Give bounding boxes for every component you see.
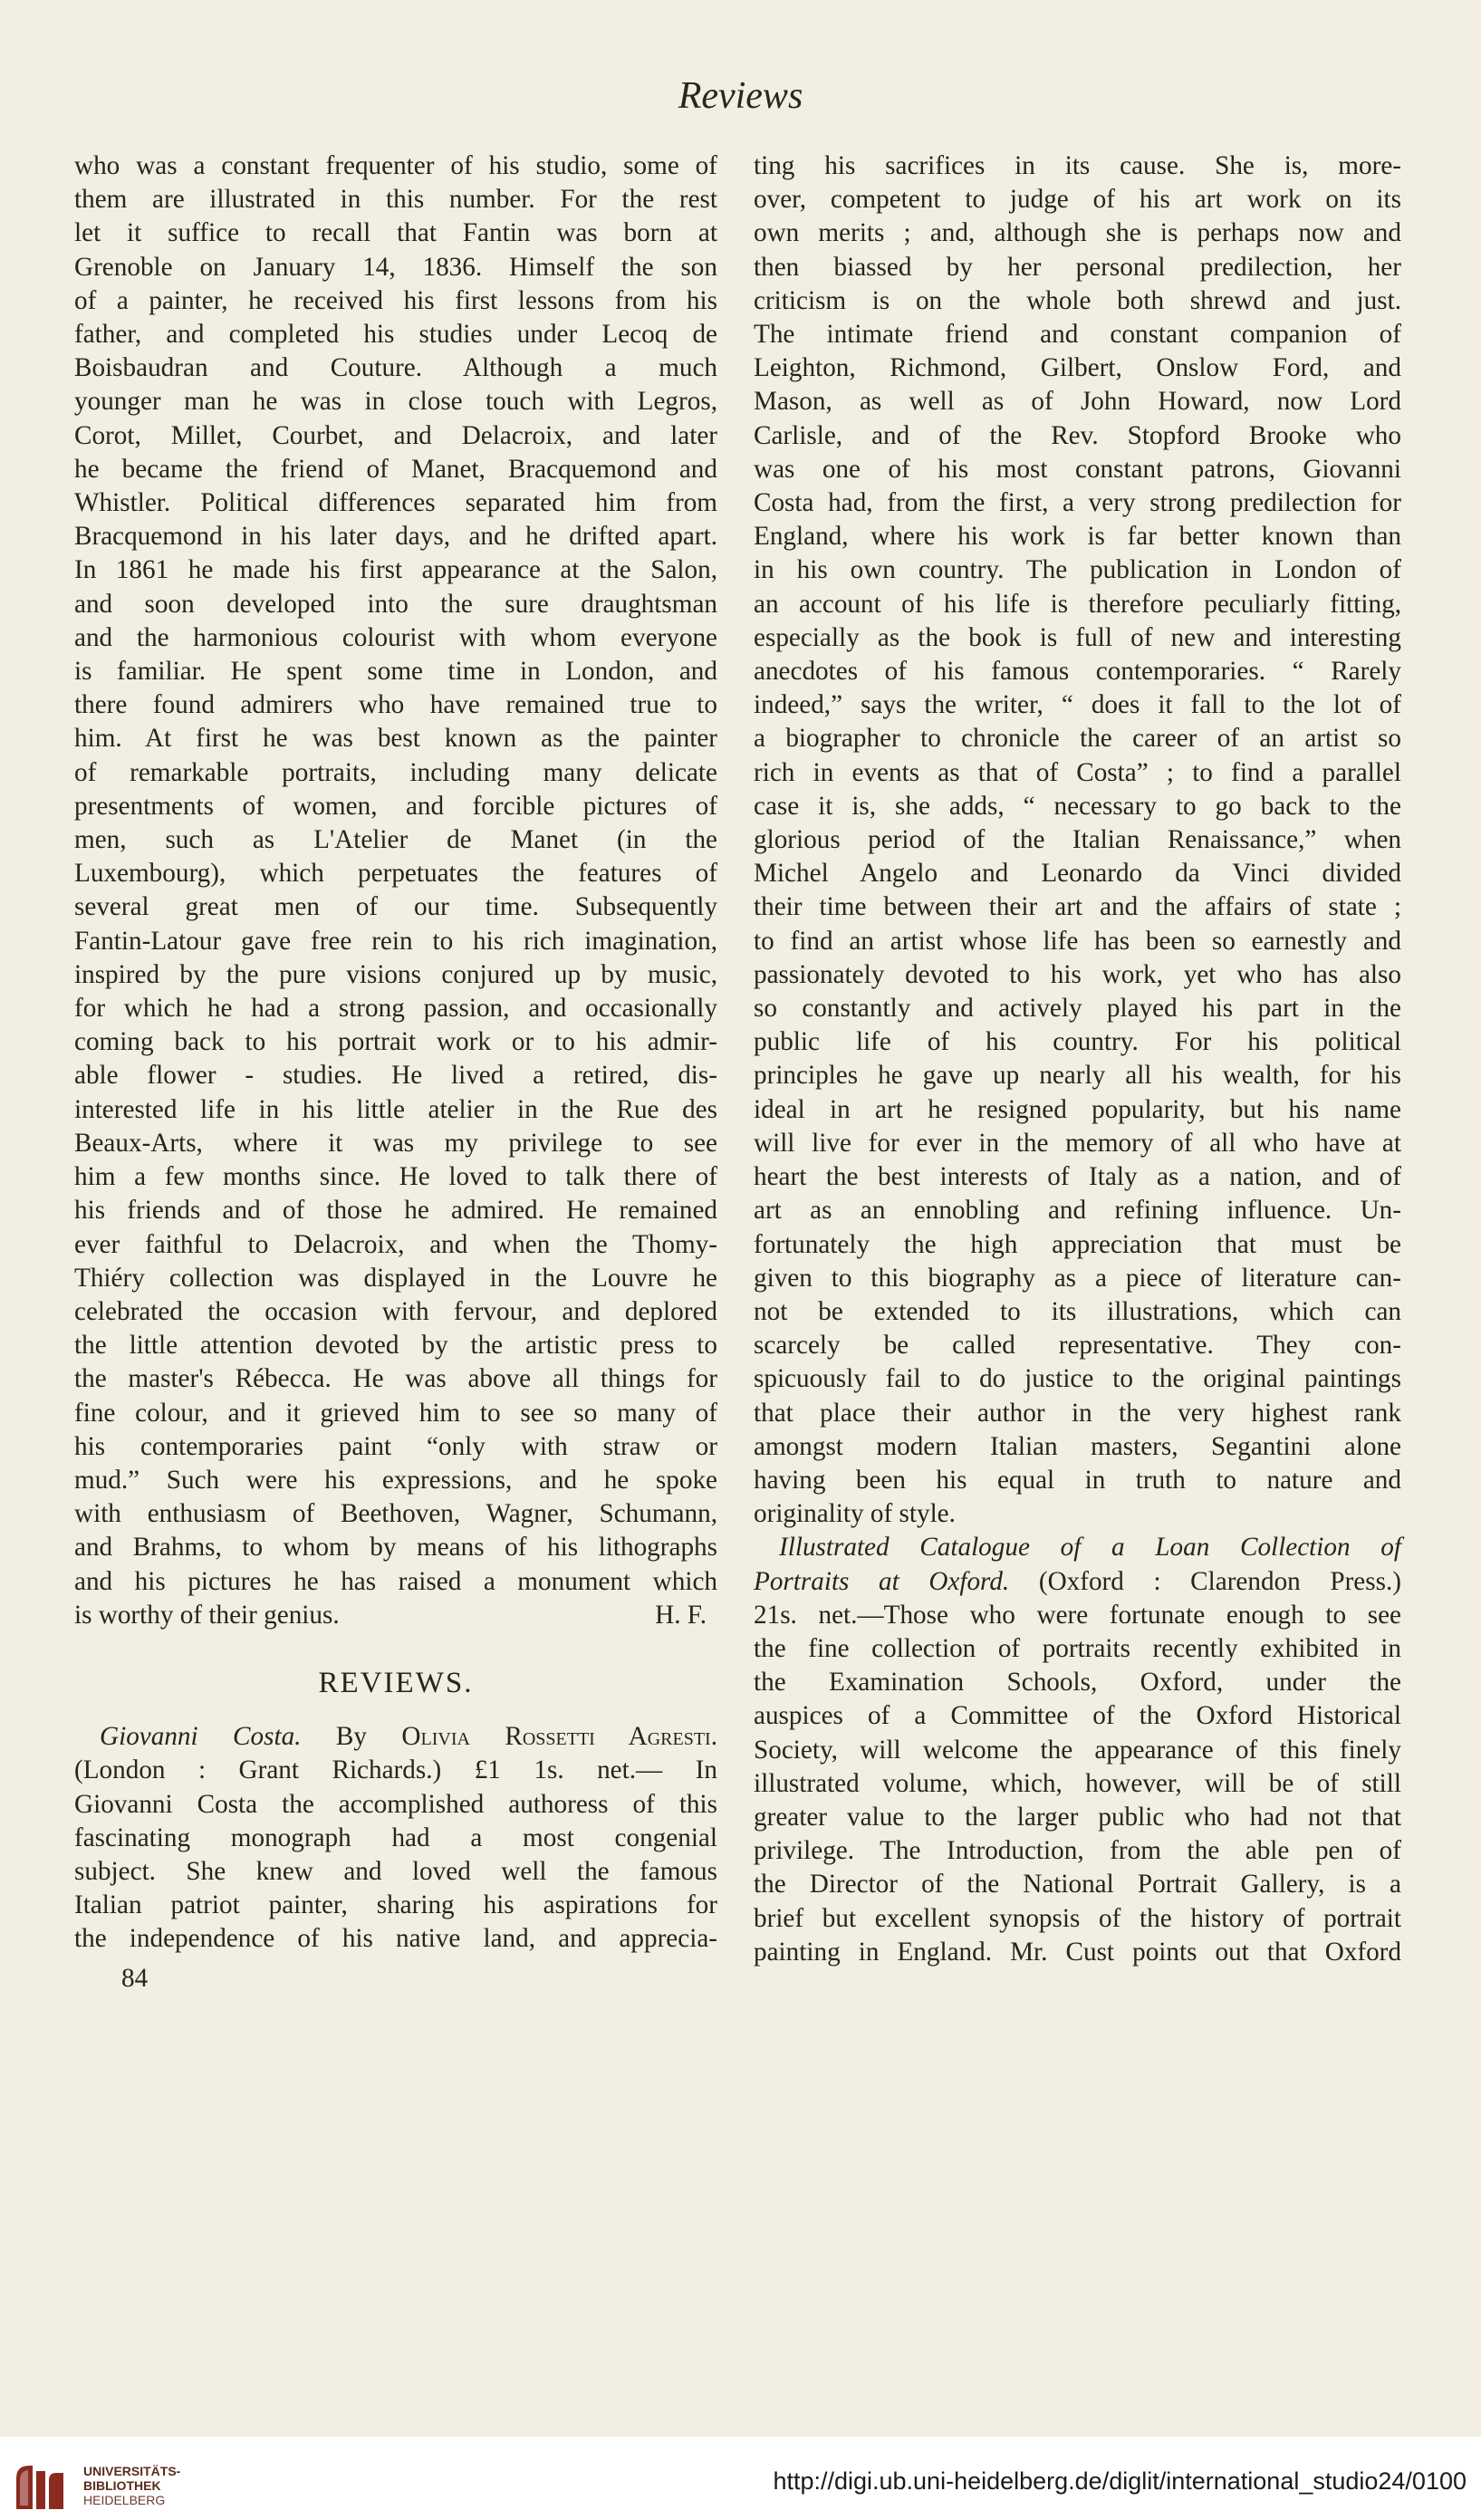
right-column-line: in his own country. The publication in London of: [754, 555, 1401, 585]
review2-line: brief but excellent synopsis of the history of portrait: [754, 1903, 1401, 1933]
left-column-line: the little attention devoted by the artistic press to: [74, 1331, 717, 1361]
review1-title: Giovanni Costa.: [100, 1722, 302, 1752]
review1-line: Italian patriot painter, sharing his aspirations for: [74, 1890, 717, 1920]
right-column-line: a biographer to chronicle the career of an artist so: [754, 724, 1401, 754]
review2-publisher: (Oxford : Clarendon Press.): [1038, 1566, 1401, 1596]
left-column-line: who was a constant frequenter of his studio, some of: [74, 151, 717, 180]
left-column-line: Beaux-Arts, where it was my privilege to see: [74, 1128, 717, 1158]
right-column-line: case it is, she adds, “ necessary to go back to the: [754, 791, 1401, 821]
right-column-line: will live for ever in the memory of all who have at: [754, 1128, 1401, 1158]
left-column-line: him. At first he was best known as the painter: [74, 724, 717, 754]
left-column-line: he became the friend of Manet, Bracquemond and: [74, 454, 717, 484]
library-name-line3: HEIDELBERG: [83, 2493, 166, 2507]
review1-body: [74, 1754, 717, 1956]
review2-title-part2: Portraits at Oxford.: [754, 1566, 1010, 1596]
right-column-line: indeed,” says the writer, “ does it fall to the lot of: [754, 690, 1401, 720]
review2-line: painting in England. Mr. Cust points out that Oxford: [754, 1937, 1401, 1967]
right-column-line: given to this biography as a piece of literature can-: [754, 1263, 1401, 1293]
review1-line: (London : Grant Richards.) £1 1s. net.— In: [74, 1755, 717, 1785]
right-column-line: Michel Angelo and Leonardo da Vinci divided: [754, 859, 1401, 889]
library-name-line2: BIBLIOTHEK: [83, 2478, 161, 2493]
review2-line: 21s. net.—Those who were fortunate enough to see: [754, 1600, 1401, 1630]
right-column-line: rich in events as that of Costa” ; to find a parallel: [754, 757, 1401, 787]
review2-title-line1: [754, 1531, 1401, 1564]
review2-line: the Examination Schools, Oxford, under the: [754, 1668, 1401, 1698]
left-column-line: Corot, Millet, Courbet, and Delacroix, and later: [74, 420, 717, 450]
right-column-line: so constantly and actively played his part in the: [754, 994, 1401, 1024]
left-column-line: his contemporaries paint “only with straw or: [74, 1431, 717, 1461]
right-column-line: scarcely be called representative. They con-: [754, 1331, 1401, 1361]
right-column-line: anecdotes of his famous contemporaries. “ Rarely: [754, 657, 1401, 687]
review1-line: subject. She knew and loved well the famous: [74, 1856, 717, 1886]
left-column-line: of a painter, he received his first lessons from his: [74, 285, 717, 315]
left-column: [74, 149, 717, 1996]
right-column-line: Costa had, from the first, a very strong predilection for: [754, 488, 1401, 518]
footer-bar: [0, 2437, 1481, 2520]
left-column-body: [74, 149, 717, 1599]
right-column-line: Leighton, Richmond, Gilbert, Onslow Ford, and: [754, 353, 1401, 383]
review2-body: [754, 1599, 1401, 1969]
left-column-line: the master's Rébecca. He was above all things for: [74, 1364, 717, 1394]
left-column-line: younger man he was in close touch with Legros,: [74, 387, 717, 417]
left-column-line: Grenoble on January 14, 1836. Himself the son: [74, 252, 717, 282]
section-heading: REVIEWS.: [318, 1666, 474, 1699]
left-column-line: father, and completed his studies under Lecoq de: [74, 320, 717, 350]
left-column-line: and his pictures he has raised a monument which: [74, 1566, 717, 1596]
right-column-line: was one of his most constant patrons, Giovanni: [754, 454, 1401, 484]
library-name: [83, 2464, 180, 2507]
signature: H. F.: [655, 1600, 707, 1630]
right-column-line: Carlisle, and of the Rev. Stopford Brooke who: [754, 420, 1401, 450]
left-column-line: Fantin-Latour gave free rein to his rich imagination,: [74, 926, 717, 956]
right-column-line: public life of his country. For his political: [754, 1027, 1401, 1057]
left-column-line: Boisbaudran and Couture. Although a much: [74, 353, 717, 383]
right-column-line: that place their author in the very highest rank: [754, 1398, 1401, 1428]
review2-line: the Director of the National Portrait Gallery, is a: [754, 1870, 1401, 1900]
left-column-line: In 1861 he made his first appearance at the Salon,: [74, 555, 717, 585]
left-column-line: of remarkable portraits, including many delicate: [74, 757, 717, 787]
right-column-line: to find an artist whose life has been so earnestly and: [754, 926, 1401, 956]
right-column-line: glorious period of the Italian Renaissance,” when: [754, 825, 1401, 855]
right-column-line: own merits ; and, although she is perhaps now and: [754, 218, 1401, 248]
review1-line: Giovanni Costa the accomplished authoress of this: [74, 1789, 717, 1819]
left-column-line: there found admirers who have remained true to: [74, 690, 717, 720]
left-column-line: and Brahms, to whom by means of his lithographs: [74, 1533, 717, 1563]
review1-line: the independence of his native land, and apprecia-: [74, 1924, 717, 1954]
left-column-line: for which he had a strong passion, and occasionally: [74, 994, 717, 1024]
left-column-line: Whistler. Political differences separated him from: [74, 488, 717, 518]
running-head: Reviews: [678, 75, 803, 117]
left-column-line: Thiéry collection was displayed in the Louvre he: [74, 1263, 717, 1293]
left-column-line: presentments of women, and forcible pictures of: [74, 791, 717, 821]
left-column-line: and soon developed into the sure draughtsman: [74, 589, 717, 619]
right-column-line: an account of his life is therefore peculiarly fitting,: [754, 589, 1401, 619]
left-column-line: Luxembourg), which perpetuates the features of: [74, 859, 717, 889]
right-column-line: passionately devoted to his work, yet who has also: [754, 959, 1401, 989]
review2-title-line2: [754, 1565, 1401, 1599]
closing-signature-line: [74, 1599, 717, 1632]
right-column-line: heart the best interests of Italy as a nation, and of: [754, 1162, 1401, 1192]
right-column-line: not be extended to its illustrations, which can: [754, 1296, 1401, 1326]
review2-line: illustrated volume, which, however, will be of still: [754, 1768, 1401, 1798]
right-column-line: spicuously fail to do justice to the original paintings: [754, 1364, 1401, 1394]
left-column-line: Bracquemond in his later days, and he drifted apart.: [74, 522, 717, 552]
right-column-line: ideal in art he resigned popularity, but his name: [754, 1094, 1401, 1124]
left-column-line: several great men of our time. Subsequently: [74, 892, 717, 922]
review1-author: Olivia Rossetti Agresti.: [401, 1722, 718, 1752]
left-column-line: able flower - studies. He lived a retired, dis-: [74, 1061, 717, 1091]
left-column-line: him a few months since. He loved to talk there of: [74, 1162, 717, 1192]
left-column-line: celebrated the occasion with fervour, and deplored: [74, 1296, 717, 1326]
right-column-line: over, competent to judge of his art work on its: [754, 185, 1401, 215]
source-url-link[interactable]: http://digi.ub.uni-heidelberg.de/diglit/international_studio24/0100: [773, 2467, 1467, 2495]
university-library-logo-icon: [13, 2460, 67, 2513]
right-column-line: England, where his work is far better known than: [754, 522, 1401, 552]
right-column-line: having been his equal in truth to nature and: [754, 1465, 1401, 1495]
right-column-line: principles he gave up nearly all his wealth, for his: [754, 1061, 1401, 1091]
left-column-line: interested life in his little atelier in the Rue des: [74, 1094, 717, 1124]
left-column-line: ever faithful to Delacroix, and when the Thomy-: [74, 1229, 717, 1259]
right-column-line: especially as the book is full of new and interesting: [754, 622, 1401, 652]
closing-line: is worthy of their genius.: [74, 1600, 340, 1630]
right-column-line: Mason, as well as of John Howard, now Lord: [754, 387, 1401, 417]
review1-by: By: [335, 1722, 367, 1752]
right-column-line: amongst modern Italian masters, Segantini alone: [754, 1431, 1401, 1461]
review1-title-line: [74, 1720, 717, 1754]
right-column: [754, 149, 1401, 1969]
left-column-line: fine colour, and it grieved him to see so many of: [74, 1398, 717, 1428]
right-column-line: criticism is on the whole both shrewd and just.: [754, 285, 1401, 315]
library-name-line1: UNIVERSITÄTS-: [83, 2464, 181, 2478]
left-column-line: and the harmonious colourist with whom everyone: [74, 622, 717, 652]
page-number: 84: [121, 1963, 149, 1993]
right-column-line: The intimate friend and constant companion of: [754, 320, 1401, 350]
right-column-line: ting his sacrifices in its cause. She is, more-: [754, 151, 1401, 180]
review2-line: auspices of a Committee of the Oxford Historical: [754, 1701, 1401, 1731]
right-column-line: originality of style.: [754, 1499, 956, 1529]
review2-line: the fine collection of portraits recently exhibited in: [754, 1633, 1401, 1663]
right-column-line: then biassed by her personal predilection, her: [754, 252, 1401, 282]
left-column-line: is familiar. He spent some time in London, and: [74, 657, 717, 687]
right-column-line: art as an ennobling and refining influence. Un-: [754, 1196, 1401, 1226]
left-column-line: them are illustrated in this number. For the rest: [74, 185, 717, 215]
review2-line: greater value to the larger public who had not that: [754, 1802, 1401, 1832]
right-column-line: their time between their art and the affairs of state ;: [754, 892, 1401, 922]
left-column-line: men, such as L'Atelier de Manet (in the: [74, 825, 717, 855]
left-column-line: mud.” Such were his expressions, and he spoke: [74, 1465, 717, 1495]
left-column-line: coming back to his portrait work or to his admir-: [74, 1027, 717, 1057]
left-column-line: let it suffice to recall that Fantin was born at: [74, 218, 717, 248]
left-column-line: his friends and of those he admired. He remained: [74, 1196, 717, 1226]
left-column-line: with enthusiasm of Beethoven, Wagner, Schumann,: [74, 1499, 717, 1529]
right-column-body: [754, 149, 1401, 1531]
review2-line: privilege. The Introduction, from the able pen of: [754, 1836, 1401, 1866]
right-column-line: fortunately the high appreciation that must be: [754, 1229, 1401, 1259]
left-column-line: inspired by the pure visions conjured up by music,: [74, 959, 717, 989]
review2-title-part1: Illustrated Catalogue of a Loan Collection of: [779, 1533, 1401, 1563]
review2-line: Society, will welcome the appearance of this finely: [754, 1735, 1401, 1765]
review1-line: fascinating monograph had a most congenial: [74, 1823, 717, 1852]
